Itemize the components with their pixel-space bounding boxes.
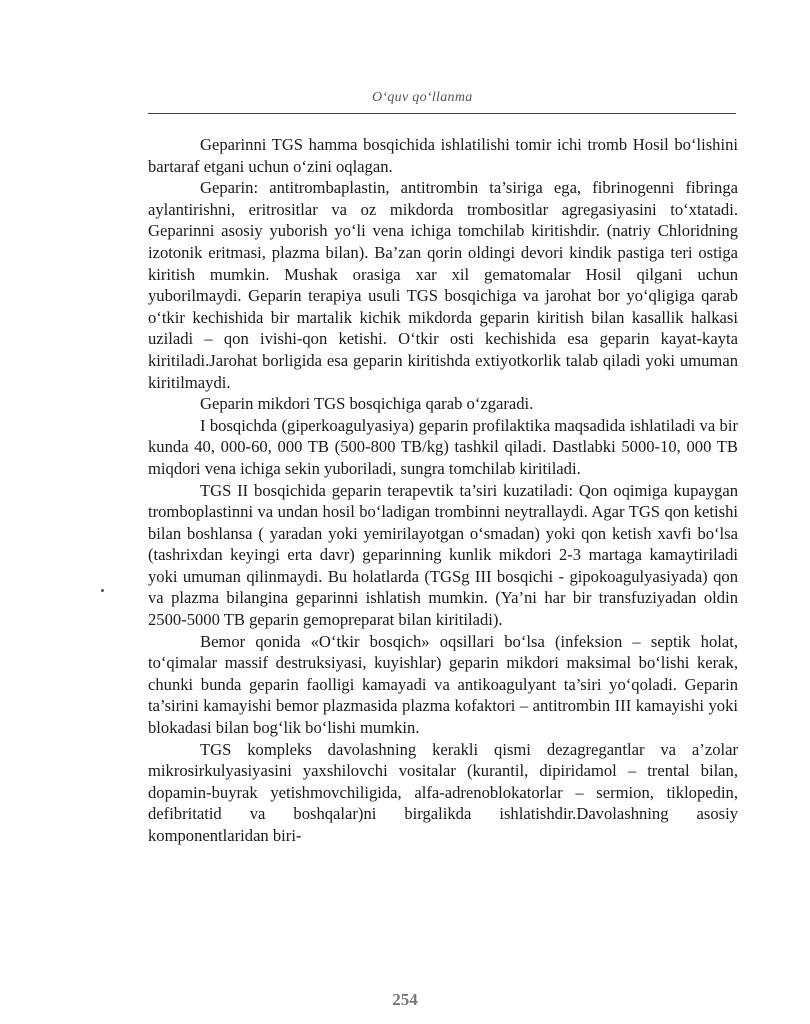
paragraph-4: I bosqichda (giperkoagulyasiya) geparin profilaktika maqsadida ishlatiladi va bir kunda 40, 000-60, 000 TB (500-800 TB/kg) tashkil qiladi. Dastlabki 5000-10, 000 TB miqdori vena ichiga sekin yuboriladi, sungra tomchilab kiritiladi. — [148, 415, 738, 478]
header-rule — [148, 113, 736, 114]
running-header: O‘quv qo‘llanma — [372, 90, 473, 105]
paragraph-2: Geparin: antitrombaplastin, antitrombin ta’siriga ega, fibrinogenni fibringa aylantirishni, eritrositlar va oz mikdorda trombositlar agregasiyasini to‘xtatadi. Geparinni asosiy yuborish yo‘li vena ichiga tomchilab kiritishdir. (natriy Chloridning izotonik eritmasi, plazma bilan). Ba’zan qorin oldingi devori kindik pastiga teri ostiga kiritish mumkin. Mushak orasiga xar xil gematomalar Hosil qilgani uchun yuborilmaydi. Geparin terapiya usuli TGS bosqichiga va jarohat bor yo‘qligiga qarab o‘tkir kechishida bir martalik kichik mikdorda geparin kiritish bilan kasallik halkasi uziladi – qon ivishi-qon ketishi. O‘tkir osti kechishida esa geparin kayat-kayta kiritiladi.Jarohat borligida esa geparin kiritishda extiyotkorlik talab qiladi yoki umuman kiritilmaydi. — [148, 178, 738, 392]
paragraph-3: Geparin mikdori TGS bosqichiga qarab o‘zgaradi. — [200, 394, 534, 414]
body-text — [148, 134, 738, 847]
paragraph-5: TGS II bosqichida geparin terapevtik ta’siri kuzatiladi: Qon oqimiga kupaygan tromboplastinni va undan hosil bo‘ladigan trombinni neytrallaydi. Agar TGS qon ketishi bilan boshlansa ( yaradan yoki yemirilayotgan o‘smadan) yoki qon ketish xavfi bo‘lsa (tashrixdan keyingi erta davr) geparinning kunlik mikdori 2-3 martaga kamaytiriladi yoki umuman qilinmaydi. Bu holatlarda (TGSg III bosqichi - gipokoagulyasiyada) qon va plazma bilangina geparinni ishlatish mumkin. (Ya’ni har bir transfuziyadan oldin 2500-5000 TB geparin gemopreparat bilan kiritiladi). — [148, 480, 738, 630]
paragraph-1: Geparinni TGS hamma bosqichida ishlatilishi tomir ichi tromb Hosil bo‘lishini bartaraf etgani uchun o‘zini oqlagan. — [148, 135, 738, 176]
scan-speck — [101, 589, 104, 592]
paragraph-7: TGS kompleks davolashning kerakli qismi dezagregantlar va a’zolar mikrosirkulyasiyasini yaxshilovchi vositalar (kurantil, dipiridamol – trental bilan, dopamin-buyrak yetishmovchiligida, alfa-adrenoblokatorlar – sermion, tiklopedin, defibritatid va boshqalar)ni birgalikda ishlatishdir.Davolashning asosiy komponentlaridan biri- — [148, 739, 738, 845]
page-number: 254 — [392, 990, 418, 1009]
paragraph-6: Bemor qonida «O‘tkir bosqich» oqsillari bo‘lsa (infeksion – septik holat, to‘qimalar massif destruksiyasi, kuyishlar) geparin mikdori maksimal bo‘lishi kerak, chunki bunda geparin faolligi kamayadi va antikoagulyant ta’siri yo‘qoladi. Geparin ta’sirini kamayishi bemor plazmasida plazma kofaktori – antitrombin III kamayishi yoki blokadasi bilan bog‘lik bo‘lishi mumkin. — [148, 631, 738, 738]
